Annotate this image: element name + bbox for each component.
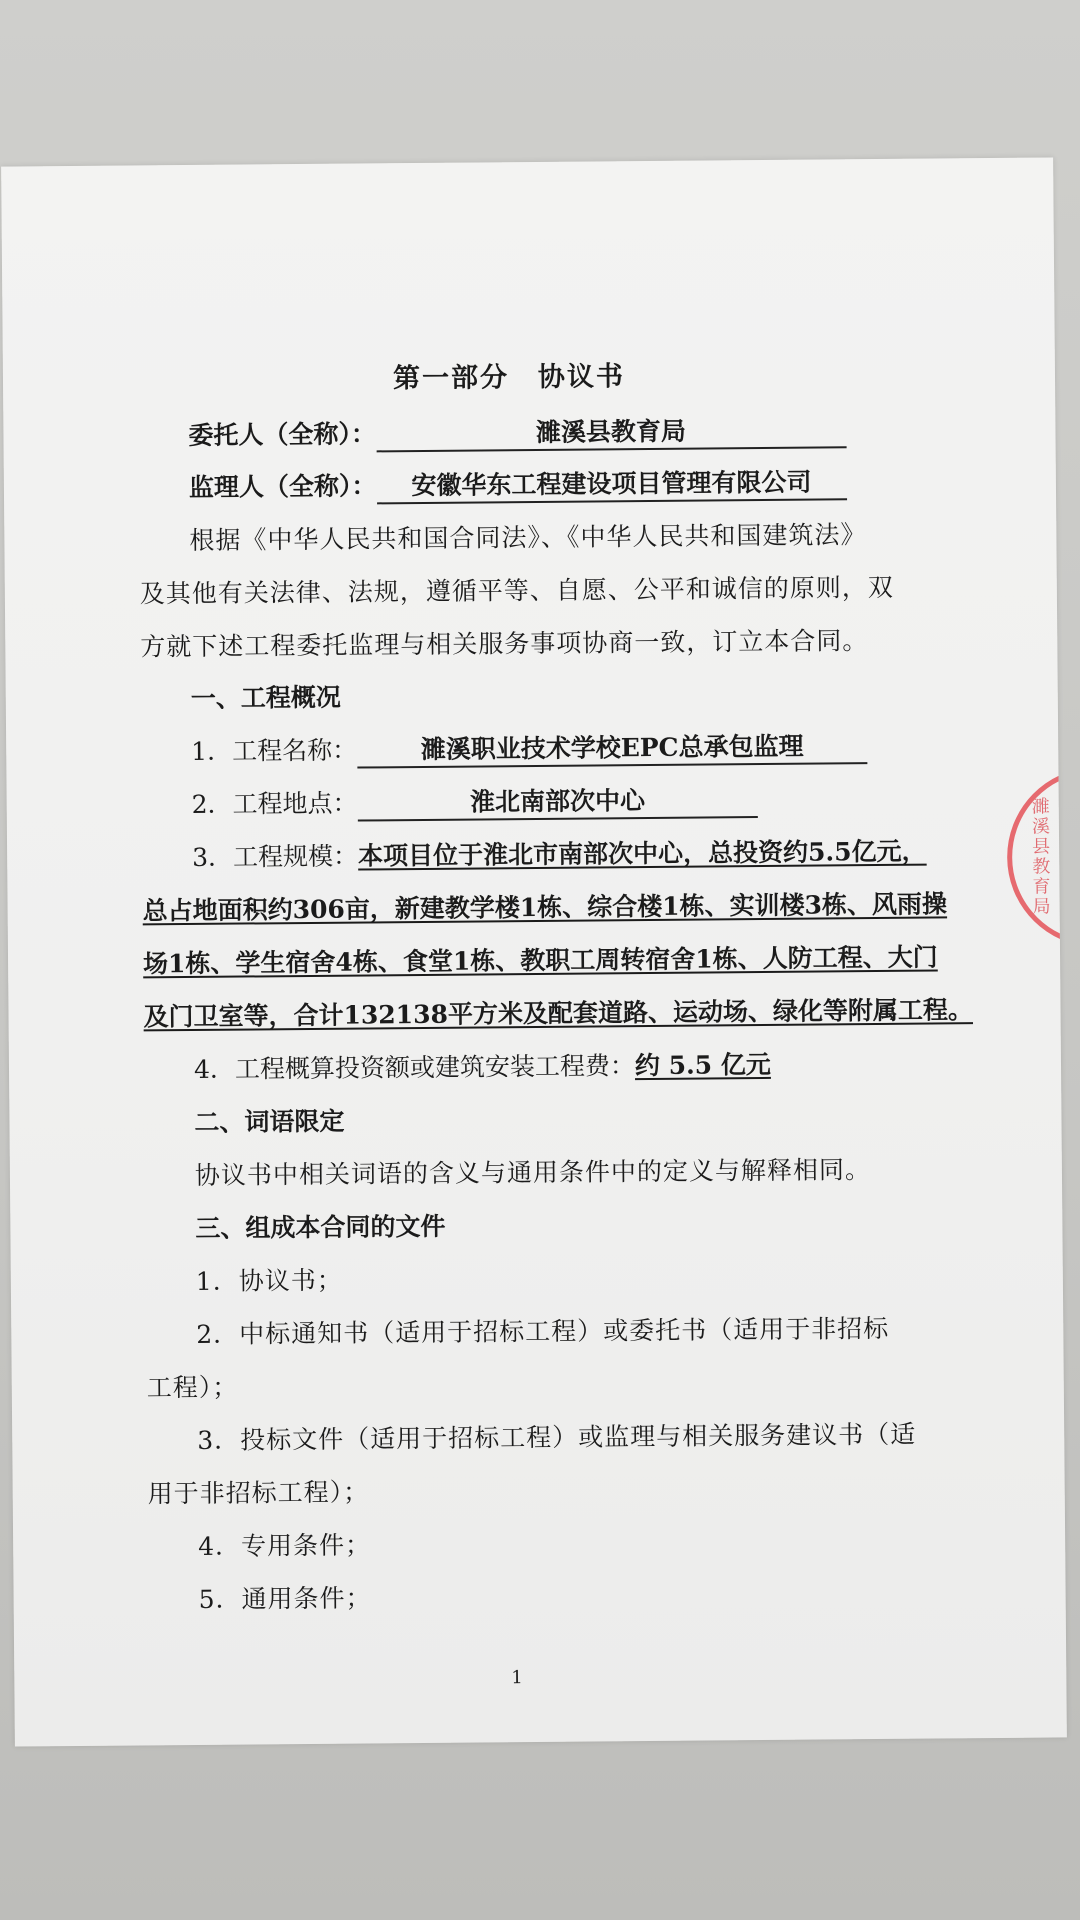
document-list-item-5: 5．通用条件；	[198, 1583, 372, 1614]
document-content	[1, 157, 1067, 1746]
project-name-value: 濉溪职业技术学校EPC总承包监理	[357, 730, 867, 768]
investment-label: 4．工程概算投资额或建筑安装工程费：	[193, 1051, 636, 1084]
project-scale-text-4: 及门卫室等，合计132138平方米及配套道路、运动场、绿化等附属工程。	[143, 995, 974, 1032]
document-list-item-2: 2．中标通知书（适用于招标工程）或委托书（适用于非招标	[196, 1313, 890, 1349]
project-location-label: 2．工程地点：	[191, 788, 358, 819]
document-list-item-1: 1．协议书；	[195, 1265, 343, 1296]
document-list-item-3-cont: 用于非招标工程）；	[147, 1477, 370, 1509]
intro-line-2: 及其他有关法律、法规，遵循平等、自愿、公平和诚信的原则，双	[139, 572, 894, 609]
project-scale-text-3: 场1栋、学生宿舍4栋、食堂1栋、教职工周转宿舍1栋、人防工程、大门	[142, 942, 938, 979]
document-list-item-2-cont: 工程）；	[146, 1372, 239, 1403]
project-name-label: 1．工程名称：	[191, 735, 358, 766]
project-scale-text-1: 本项目位于淮北市南部次中心，总投资约5.5亿元，	[357, 836, 927, 871]
section2-text: 协议书中相关词语的含义与通用条件中的定义与解释相同。	[194, 1155, 872, 1190]
section1-heading: 一、工程概况	[190, 682, 341, 713]
intro-line-1: 根据《中华人民共和国合同法》、《中华人民共和国建筑法》	[189, 520, 867, 555]
project-location-value: 淮北南部次中心	[357, 784, 757, 821]
project-location-line	[192, 784, 758, 823]
project-scale-text-2: 总占地面积约306亩，新建教学楼1栋、综合楼1栋、实训楼3栋、风雨操	[142, 889, 948, 926]
supervisor-line	[189, 466, 847, 506]
page-title: 第一部分 协议书	[392, 361, 626, 395]
project-name-line	[191, 730, 867, 770]
stamp-lettering: 濉溪县教育局	[1028, 796, 1051, 917]
supervisor-value: 安徽华东工程建设项目管理有限公司	[376, 466, 846, 504]
section2-heading: 二、词语限定	[194, 1106, 345, 1137]
principal-line	[188, 414, 846, 454]
supervisor-label: 监理人（全称）：	[188, 471, 377, 502]
intro-line-3: 方就下述工程委托监理与相关服务事项协商一致，订立本合同。	[140, 626, 869, 662]
principal-value: 濉溪县教育局	[376, 414, 846, 452]
document-list-item-4: 4．专用条件；	[198, 1530, 372, 1561]
section3-heading: 三、组成本合同的文件	[195, 1211, 446, 1243]
document-page	[1, 157, 1067, 1746]
project-scale-line	[192, 836, 927, 874]
investment-line	[194, 1049, 771, 1086]
document-list-item-3: 3．投标文件（适用于招标工程）或监理与相关服务建议书（适	[197, 1419, 917, 1455]
investment-value: 约 5.5 亿元	[634, 1049, 771, 1081]
project-scale-label: 3．工程规模：	[192, 841, 359, 872]
principal-label: 委托人（全称）：	[188, 419, 377, 450]
page-number: 1	[511, 1667, 523, 1689]
